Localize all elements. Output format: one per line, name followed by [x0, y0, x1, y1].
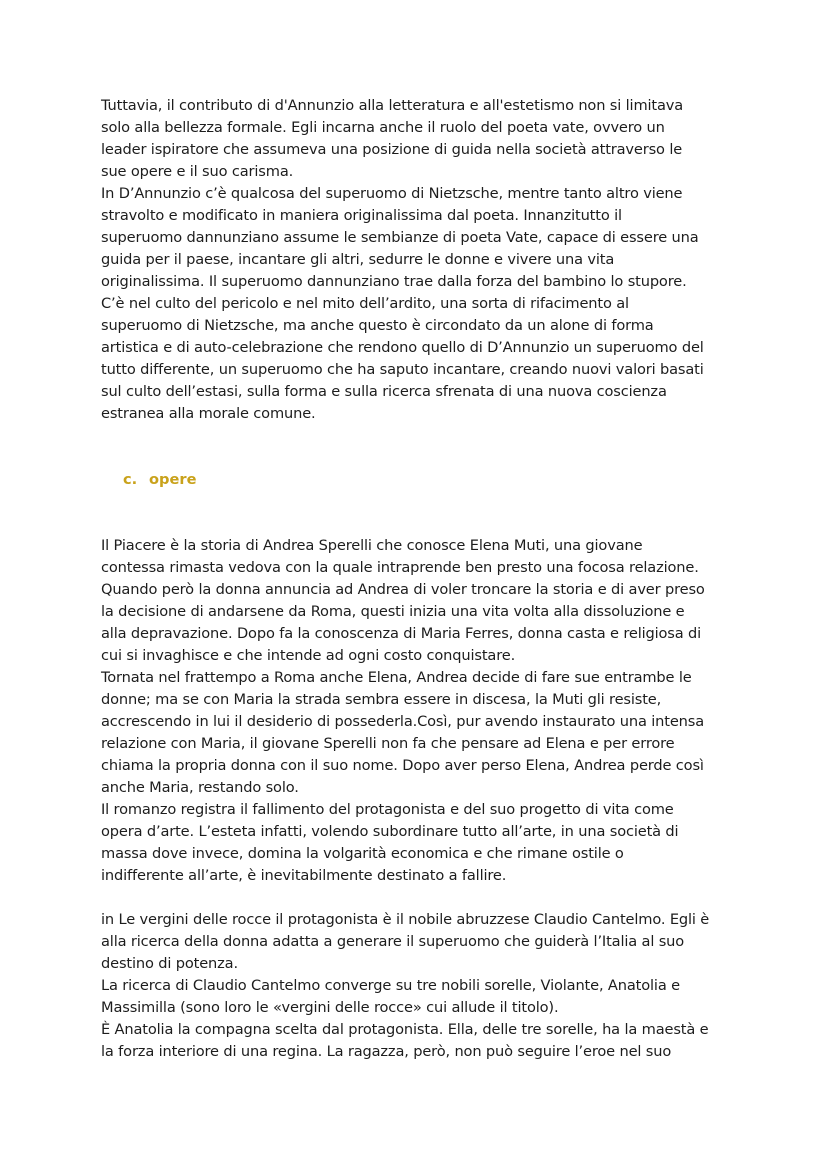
spacer — [101, 887, 737, 909]
spacer — [101, 425, 737, 469]
paragraph-vergini-anatolia: È Anatolia la compagna scelta dal protagonista. Ella, delle tre sorelle, ha la maestà e la forza interiore di una regina. La ragazza, però, non può seguire l’eroe nel suo — [101, 1021, 709, 1060]
section-marker: c. — [123, 471, 138, 488]
paragraph-piacere-elena: Tornata nel frattempo a Roma anche Elena, Andrea decide di fare sue entrambe le donne; ma se con Maria la strada sembra essere in discesa, la Muti gli resiste, accrescendo in lui il desiderio di possederla.Così, pur avendo instaurato una intensa relazione con Maria, il giovane Sperelli non fa che pensare ad Elena e per errore chiama la propria donna con il suo nome. Dopo aver perso Elena, Andrea perde così anche Maria, restando solo. — [101, 669, 705, 796]
paragraph-piacere-fallimento: Il romanzo registra il fallimento del protagonista e del suo progetto di vita come opera d’arte. L’esteta infatti, volendo subordinare tutto all’arte, in una società di massa dove invece, domina la volgarità economica e che rimane ostile o indifferente all’arte, è inevitabilmente destinato a fallire. — [101, 801, 679, 884]
paragraph-vergini-sorelle: La ricerca di Claudio Cantelmo converge su tre nobili sorelle, Violante, Anatolia e Massimilla (sono loro le «vergini delle rocce» cui allude il titolo). — [101, 977, 680, 1016]
paragraph-piacere-plot: Il Piacere è la storia di Andrea Sperelli che conosce Elena Muti, una giovane contessa rimasta vedova con la quale intraprende ben presto una focosa relazione. Quando però la donna annuncia ad Andrea di voler troncare la storia e di aver preso la decisione di andarsene da Roma, questi inizia una vita volta alla dissoluzione e alla depravazione. Dopo fa la conoscenza di Maria Ferres, donna casta e religiosa di cui si invaghisce e che intende ad ogni costo conquistare. — [101, 537, 705, 664]
spacer — [101, 491, 737, 535]
paragraph-superuomo: In D’Annunzio c’è qualcosa del superuomo di Nietzsche, mentre tanto altro viene stravolto e modificato in maniera originalissima dal poeta. Innanzitutto il superuomo dannunziano assume le sembianze di poeta Vate, capace di essere una guida per il paese, incantare gli altri, sedurre le donne e vivere una vita originalissima. Il superuomo dannunziano trae dalla forza del bambino lo stupore. C’è nel culto del pericolo e nel mito dell’ardito, una sorta di rifacimento al superuomo di Nietzsche, ma anche questo è circondato da un alone di forma artistica e di auto-celebrazione che rendono quello di D’Annunzio un superuomo del tutto differente, un superuomo che ha saputo incantare, creando nuovi valori basati sul culto dell’estasi, sulla forma e sulla ricerca sfrenata di una nuova coscienza estranea alla morale comune. — [101, 185, 704, 422]
document-page — [101, 95, 737, 1063]
paragraph-vergini-intro: in Le vergini delle rocce il protagonista è il nobile abruzzese Claudio Cantelmo. Egli è alla ricerca della donna adatta a generare il superuomo che guiderà l’Italia al suo destino di potenza. — [101, 911, 710, 972]
section-heading-opere — [123, 469, 737, 491]
paragraph-poeta-vate: Tuttavia, il contributo di d'Annunzio alla letteratura e all'estetismo non si limitava solo alla bellezza formale. Egli incarna anche il ruolo del poeta vate, ovvero un leader ispiratore che assumeva una posizione di guida nella società attraverso le sue opere e il suo carisma. — [101, 97, 684, 180]
section-title: opere — [149, 471, 197, 488]
